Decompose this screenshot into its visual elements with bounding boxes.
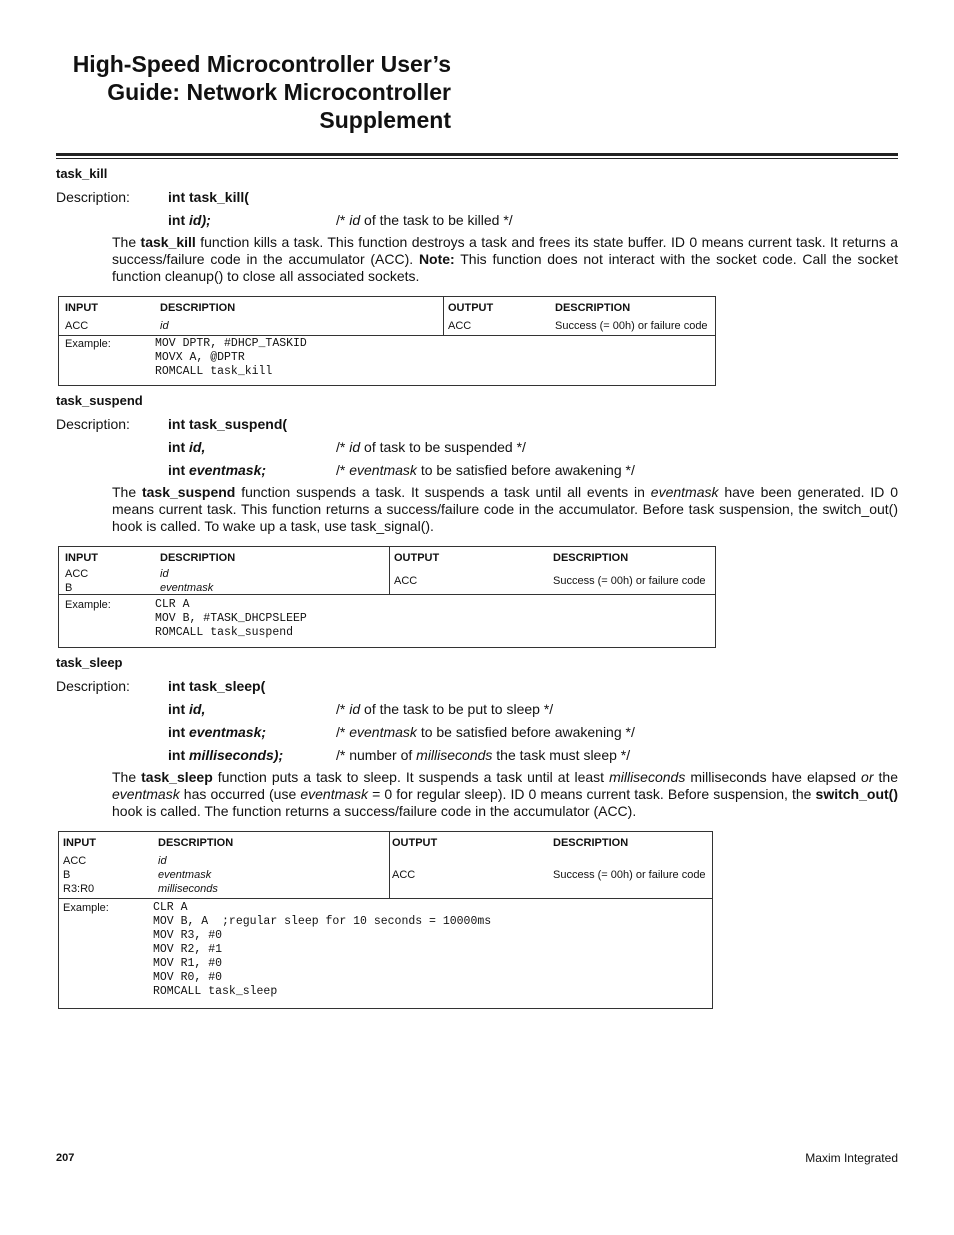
title-line-1: High-Speed Microcontroller User’s [72,51,451,77]
input-register: ACC [63,855,87,867]
header-output: OUTPUT [392,837,438,849]
header-input: INPUT [65,552,98,564]
param-line: int id); [168,212,211,228]
output-register: ACC [392,869,416,881]
io-table [58,296,716,386]
header-description-output: DESCRIPTION [555,302,631,314]
example-code: CLR A MOV B, A ;regular sleep for 10 seconds = 10000ms MOV R3, #0 MOV R2, #1 MOV R1, #0 MOV R0, #0 ROMCALL task_sleep [153,901,492,998]
output-register: ACC [448,320,472,332]
header-description: DESCRIPTION [160,552,236,564]
input-description: id [158,855,167,867]
description-label: Description: [56,678,130,694]
page-number: 207 [56,1152,75,1164]
input-register: ACC [65,568,89,580]
param-comment: /* eventmask to be satisfied before awakening */ [336,462,635,478]
header-description: DESCRIPTION [158,837,234,849]
header-input: INPUT [65,302,98,314]
input-description: eventmask [160,582,214,594]
header-description: DESCRIPTION [160,302,236,314]
param-line: int id, [168,701,206,717]
header-output: OUTPUT [448,302,494,314]
input-register: ACC [65,320,89,332]
param-comment: /* id of the task to be put to sleep */ [336,701,554,717]
output-description: Success (= 00h) or failure code [555,320,708,332]
example-label: Example: [65,338,111,350]
param-line: int eventmask; [168,462,267,478]
page-title [40,50,451,134]
description-label: Description: [56,189,130,205]
input-description: id [160,568,169,580]
example-code: CLR A MOV B, #TASK_DHCPSLEEP ROMCALL task_suspend [155,598,307,639]
function-signature: int task_sleep( [168,678,266,694]
row-divider [59,335,715,336]
param-line: int id, [168,439,206,455]
column-divider [443,297,444,335]
example-label: Example: [63,902,109,914]
input-register: R3:R0 [63,883,95,895]
param-line: int milliseconds); [168,747,284,763]
input-description: id [160,320,169,332]
example-label: Example: [65,599,111,611]
example-code: MOV DPTR, #DHCP_TASKID MOVX A, @DPTR ROMCALL task_kill [155,337,307,378]
title-line-2: Guide: Network Microcontroller [107,79,451,105]
title-line-3: Supplement [319,107,451,133]
header-rule-thick [56,153,898,156]
output-description: Success (= 00h) or failure code [553,869,706,881]
column-divider [389,832,390,898]
description-paragraph: The task_kill function kills a task. This function destroys a task and frees its state buffer. ID 0 means current task. It returns a success/failure code in the accumulator (ACC). Note: This function does not interact with the socket code. Call the socket function cleanup() to close all associated sockets. [112,234,898,284]
input-register: B [63,869,71,881]
row-divider [59,898,712,899]
header-output: OUTPUT [394,552,440,564]
io-table [58,546,716,648]
io-table [58,831,713,1009]
header-rule-thin [56,158,898,159]
param-comment: /* number of milliseconds the task must sleep */ [336,747,631,763]
section-heading-task-kill: task_kill [56,166,108,181]
header-description-output: DESCRIPTION [553,552,629,564]
param-comment: /* id of task to be suspended */ [336,439,526,455]
header-description-output: DESCRIPTION [553,837,629,849]
footer-company: Maxim Integrated [805,1151,898,1165]
input-description: eventmask [158,869,212,881]
param-comment: /* id of the task to be killed */ [336,212,513,228]
input-description: milliseconds [158,883,218,895]
input-register: B [65,582,73,594]
row-divider [59,594,715,595]
description-label: Description: [56,416,130,432]
function-signature: int task_kill( [168,189,249,205]
column-divider [389,547,390,594]
param-comment: /* eventmask to be satisfied before awakening */ [336,724,635,740]
description-paragraph: The task_sleep function puts a task to sleep. It suspends a task until at least milliseconds milliseconds have elapsed or the eventmask has occurred (use eventmask = 0 for regular sleep). ID 0 means current task. Before suspension, the switch_out() hook is called. The function returns a success/failure code in the accumulator (ACC). [112,769,898,819]
param-line: int eventmask; [168,724,267,740]
section-heading-task-suspend: task_suspend [56,393,143,408]
header-input: INPUT [63,837,96,849]
output-register: ACC [394,575,418,587]
section-heading-task-sleep: task_sleep [56,655,123,670]
output-description: Success (= 00h) or failure code [553,575,706,587]
description-paragraph: The task_suspend function suspends a task. It suspends a task until all events in eventmask have been generated. ID 0 means current task. This function returns a success/failure code in the accumulator. Before task suspension, the switch_out() hook is called. To wake up a task, use task_signal(). [112,484,899,534]
function-signature: int task_suspend( [168,416,288,432]
